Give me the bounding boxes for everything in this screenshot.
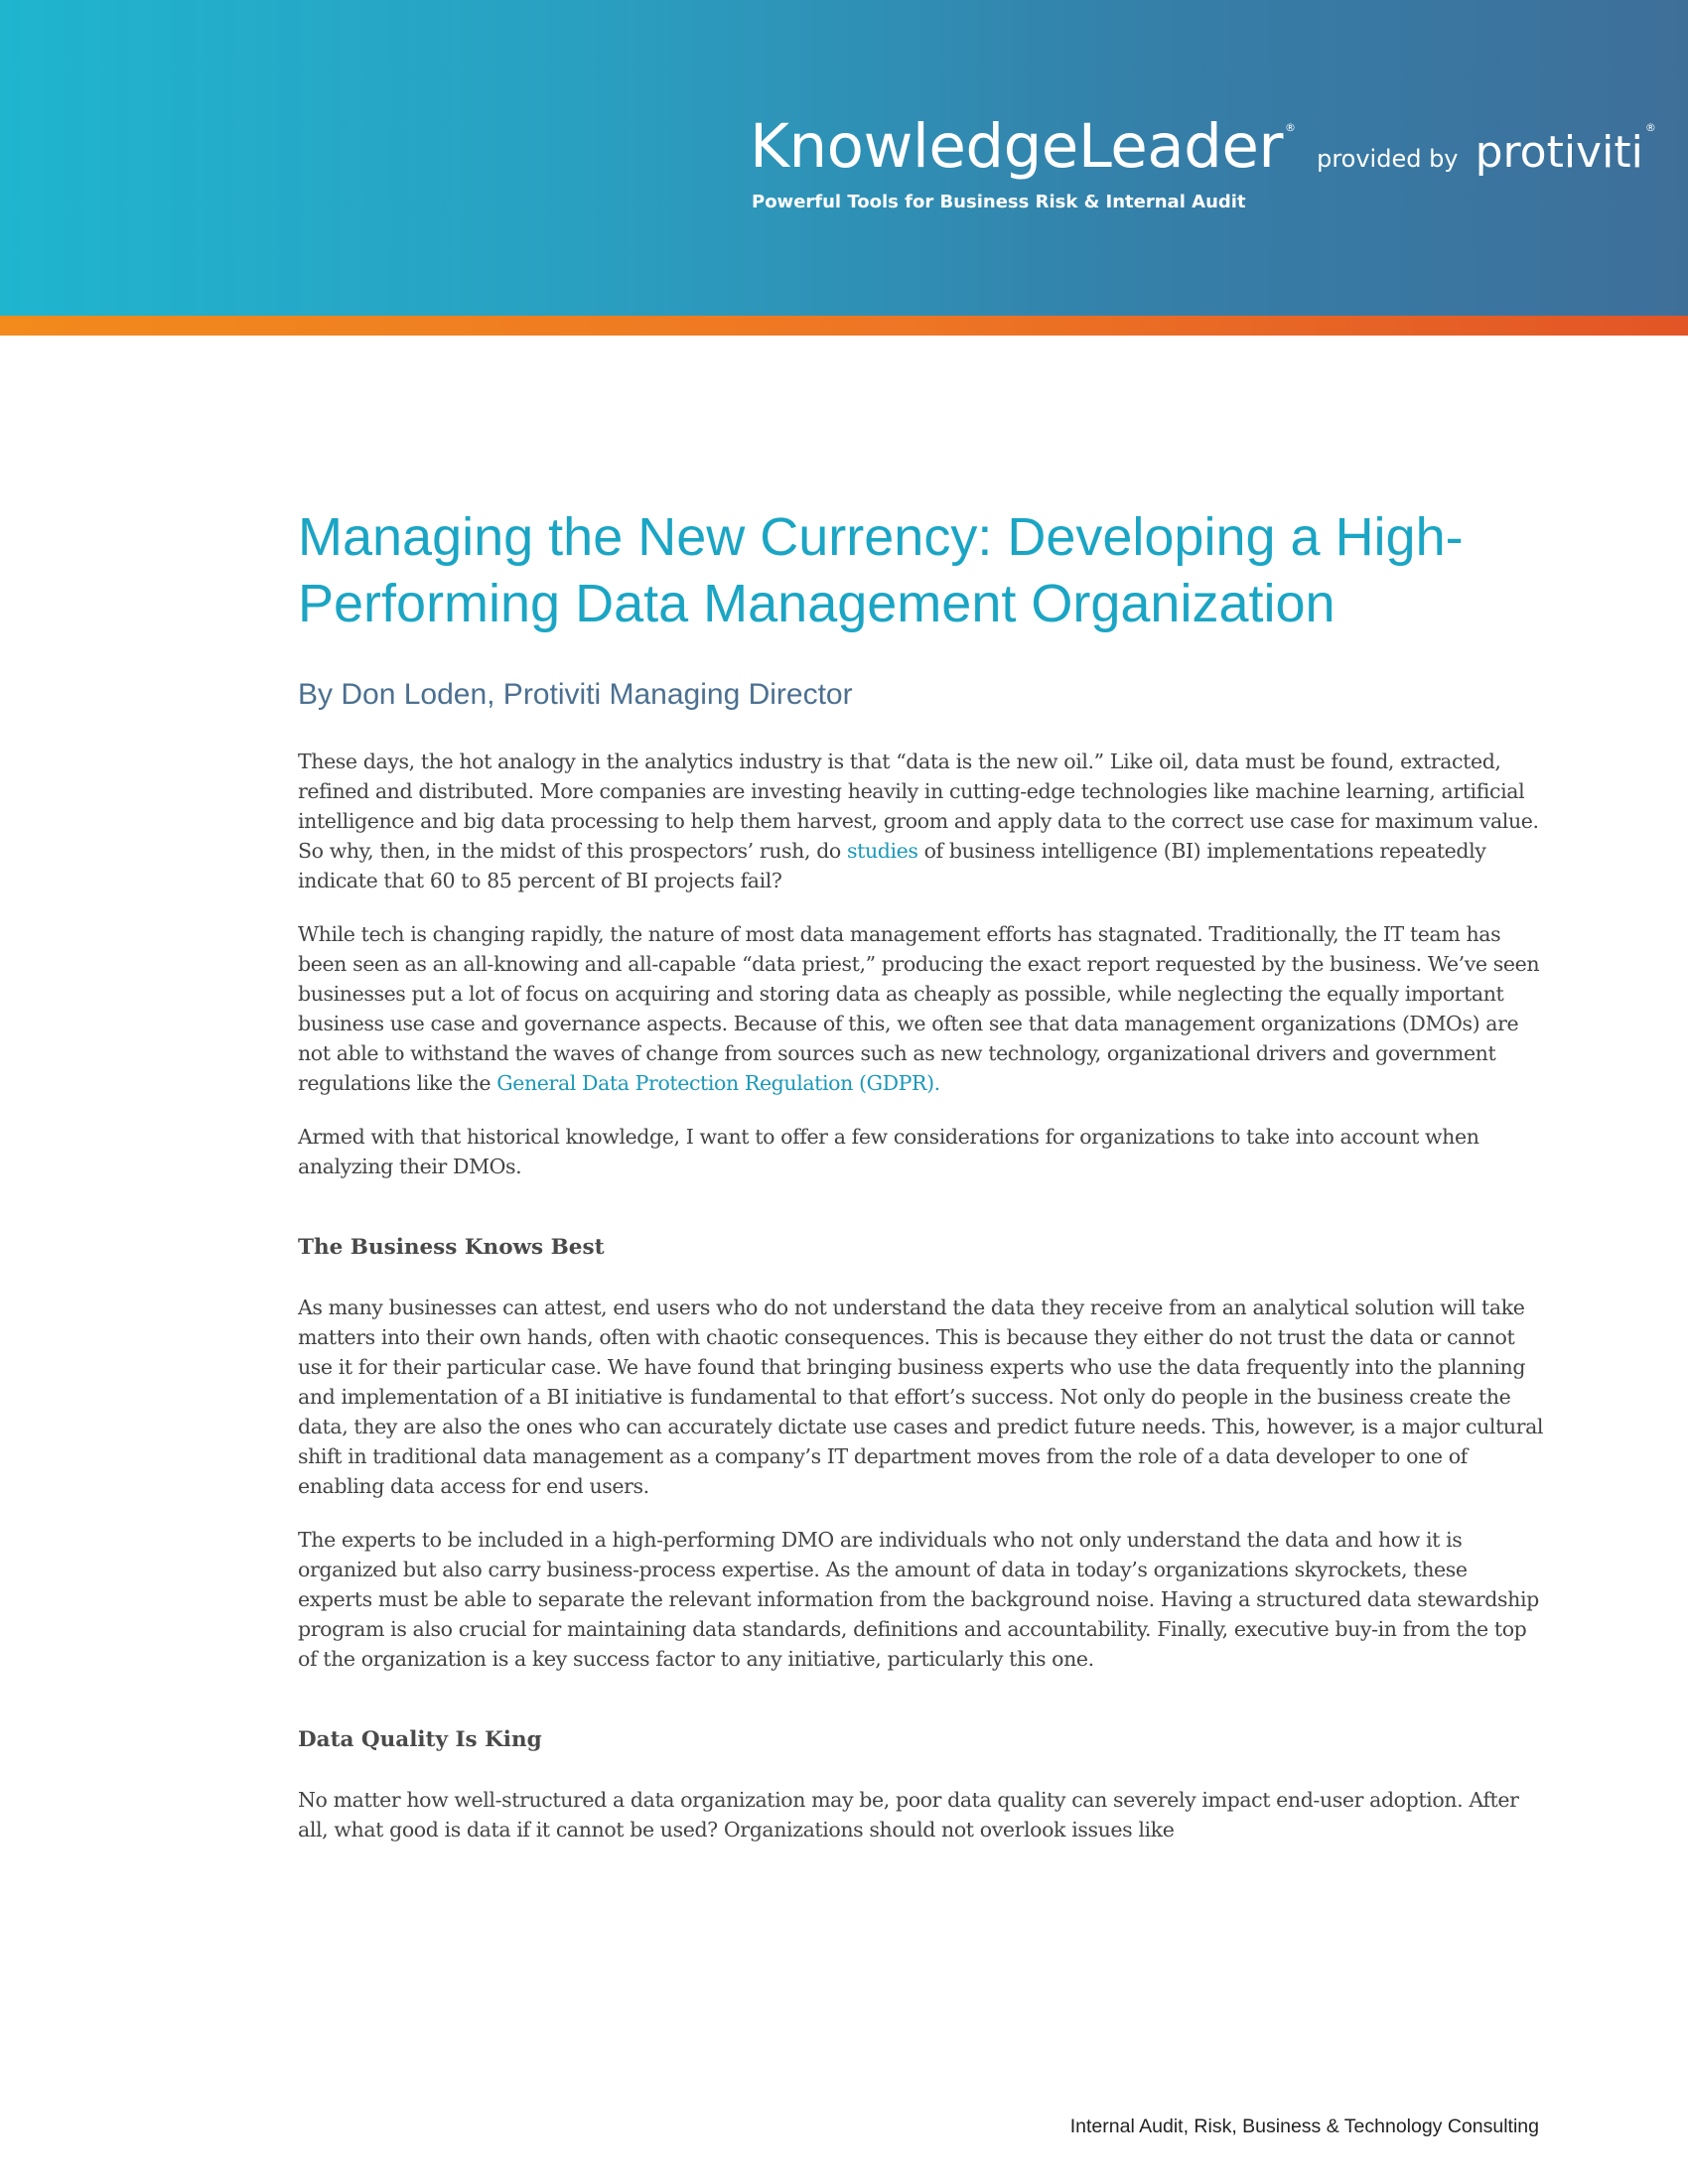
paragraph-historical-knowledge: Armed with that historical knowledge, I want to offer a few considerations for organizations to take into account when analyzing their DMOs. <box>298 1125 1479 1178</box>
paragraph-tech-changing <box>298 919 1544 1098</box>
paragraph-experts: The experts to be included in a high-performing DMO are individuals who not only understand the data and how it is organized but also carry business-process expertise. As the amount of data in today’s organizations skyrockets, these experts must be able to separate the relevant information from the background noise. Having a structured data stewardship program is also crucial for maintaining data standards, definitions and accountability. Finally, executive buy-in from the top of the organization is a key success factor to any initiative, particularly this one. <box>298 1528 1539 1671</box>
studies-link[interactable]: studies <box>846 839 918 863</box>
paragraph-text: While tech is changing rapidly, the nature of most data management efforts has stagnated. Traditionally, the IT team has been seen as an all-knowing and all-capable “data priest,” producing the exact report requested by the business. We’ve seen businesses put a lot of focus on acquiring and storing data as cheaply as possible, while neglecting the equally important business use case and governance aspects. Because of this, we often see that data management organizations (DMOs) are not able to withstand the waves of change from sources such as new technology, organizational drivers and government regulations like the <box>298 922 1540 1095</box>
paragraph-text: of business intelligence (BI) implementations repeatedly indicate that 60 to 85 percent of BI projects fail? <box>298 839 1486 892</box>
header-accent-bar <box>0 316 1688 336</box>
brand-logo <box>750 111 1656 182</box>
paragraph-end-users: As many businesses can attest, end users who do not understand the data they receive from an analytical solution will take matters into their own hands, often with chaotic consequences. This is because they either do not trust the data or cannot use it for their particular case. We have found that bringing business experts who use the data frequently into the planning and implementation of a BI initiative is fundamental to that effort’s success. Not only do people in the business create the data, they are also the ones who can accurately dictate use cases and predict future needs. This, however, is a major cultural shift in traditional data management as a company’s IT department moves from the role of a data developer to one of enabling data access for end users. <box>298 1296 1544 1498</box>
gdpr-link[interactable]: General Data Protection Regulation (GDPR). <box>496 1071 940 1095</box>
paragraph-data-quality: No matter how well-structured a data organization may be, poor data quality can severely impact end-user adoption. After all, what good is data if it cannot be used? Organizations should not overlook issues like <box>298 1788 1519 1842</box>
page-footer: Internal Audit, Risk, Business & Technology Consulting <box>1069 2116 1539 2137</box>
article-byline: By Don Loden, Protiviti Managing Director <box>298 678 853 711</box>
article <box>298 504 1544 1844</box>
brand-name: KnowledgeLeader <box>750 111 1283 182</box>
paragraph-intro <box>298 747 1544 895</box>
article-title: Managing the New Currency: Developing a High-Performing Data Management Organization <box>298 507 1464 633</box>
section-heading-business-knows-best: The Business Knows Best <box>298 1235 605 1260</box>
company-name: protiviti <box>1475 127 1643 178</box>
registered-mark: ® <box>1284 121 1296 134</box>
company-registered-mark: ® <box>1644 121 1656 134</box>
section-heading-data-quality: Data Quality Is King <box>298 1727 542 1752</box>
paragraph-text: These days, the hot analogy in the analytics industry is that “data is the new oil.” Like oil, data must be found, extracted, refined and distributed. More companies are investing heavily in cutting-edge technologies like machine learning, artificial intelligence and big data processing to help them harvest, groom and apply data to the correct use case for maximum value. So why, then, in the midst of this prospectors’ rush, do <box>298 750 1539 863</box>
brand-tagline: Powerful Tools for Business Risk & Internal Audit <box>752 192 1246 212</box>
provided-by-label: provided by <box>1317 145 1459 173</box>
